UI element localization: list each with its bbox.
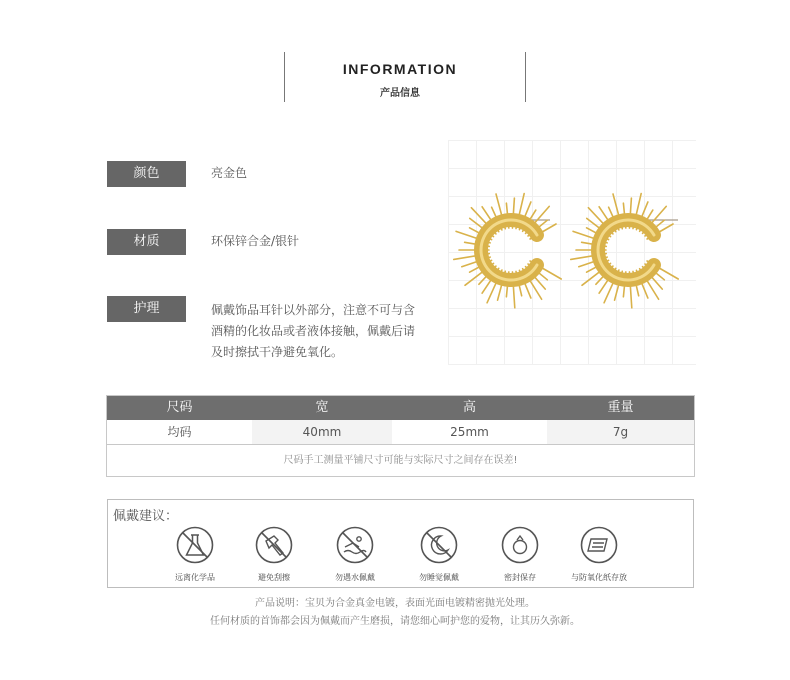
size-table [106,395,695,477]
advice-item [394,525,484,583]
cell-width: 40mm [252,420,392,444]
wearing-advice [107,499,694,588]
advice-item [150,525,240,583]
care-label: 护理 [107,296,186,322]
color-value: 亮金色 [211,166,248,180]
product-note: 产品说明：宝贝为合金真金电镀，表面光面电镀精密抛光处理。 [255,598,535,609]
table-row [107,420,694,444]
no-sleep-icon [419,525,459,565]
header-width: 宽 [315,400,329,415]
cell-size: 均码 [167,425,192,439]
care-value: 佩戴饰品耳针以外部分，注意不可与含 酒精的化妆品或者液体接触，佩戴后请 及时擦拭干净避免氧化。 [211,303,416,359]
product-image [448,140,696,365]
advice-item [554,525,644,583]
page-title: INFORMATION [342,61,458,77]
care-note: 任何材质的首饰都会因为佩戴而产生磨损，请您细心呵护您的爱物，让其历久弥新。 [210,616,580,627]
cell-weight: 7g [547,420,694,444]
advice-item [310,525,400,583]
header-size: 尺码 [166,400,193,415]
no-scratch-icon [254,525,294,565]
advice-label: 避免刮擦 [258,573,290,582]
advice-item [475,525,565,583]
header-height: 高 [462,400,476,415]
no-chemicals-icon [175,525,215,565]
color-label: 颜色 [107,161,186,187]
header-divider-right [525,52,526,102]
sealed-storage-icon [500,525,540,565]
material-label: 材质 [107,229,186,255]
size-note: 尺码手工测量平铺尺寸可能与实际尺寸之间存在误差! [107,444,694,476]
advice-title: 佩戴建议： [113,509,179,524]
no-water-icon [335,525,375,565]
advice-label: 远离化学品 [175,573,215,582]
advice-label: 密封保存 [504,573,536,582]
advice-item [229,525,319,583]
sunburst-earrings-image [448,140,696,365]
advice-label: 与防氧化纸存放 [571,573,627,582]
header-weight: 重量 [607,400,634,415]
cell-height: 25mm [450,425,489,439]
advice-label: 勿遇水佩戴 [335,573,375,582]
page-subtitle: 产品信息 [380,88,420,99]
material-value: 环保锌合金/银针 [211,234,300,248]
anti-oxidation-paper-icon [579,525,619,565]
header-divider-left [284,52,285,102]
advice-label: 勿睡觉佩戴 [419,573,459,582]
size-table-header [107,396,694,420]
